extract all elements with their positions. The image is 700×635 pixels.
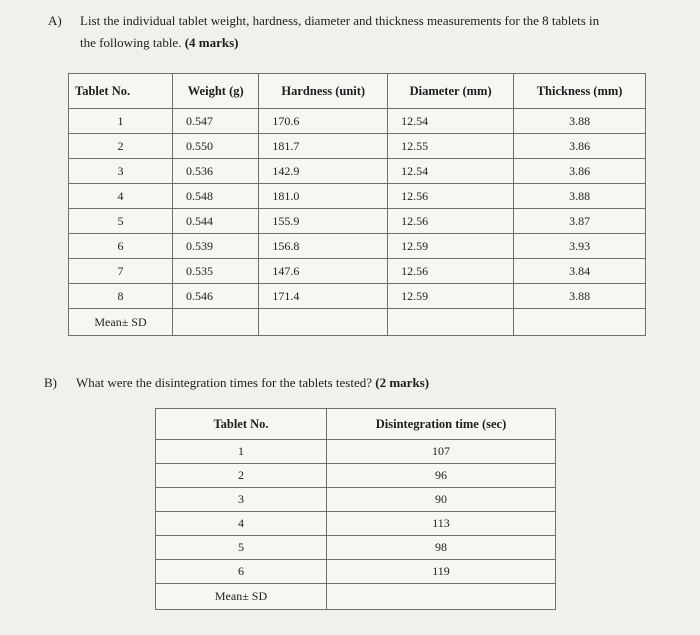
question-a-label: A)	[48, 13, 62, 28]
tablet-no-cell: 6	[156, 560, 327, 584]
disintegration-time-cell: 96	[327, 464, 556, 488]
thickness-cell: 3.88	[514, 184, 646, 209]
tablet-no-cell: 1	[156, 440, 327, 464]
weight-cell: 0.548	[173, 184, 259, 209]
question-b-marks: (2 marks)	[375, 375, 430, 390]
table-header-row	[69, 74, 646, 109]
hardness-cell: 170.6	[259, 109, 388, 134]
weight-cell: 0.539	[173, 234, 259, 259]
diameter-cell: 12.55	[388, 134, 514, 159]
table-row	[156, 464, 556, 488]
disintegration-time-cell: 113	[327, 512, 556, 536]
weight-cell: 0.536	[173, 159, 259, 184]
disintegration-time-cell: 119	[327, 560, 556, 584]
mean-weight-cell[interactable]	[173, 309, 259, 336]
hardness-cell: 142.9	[259, 159, 388, 184]
table-row	[156, 440, 556, 464]
table-row	[69, 284, 646, 309]
header-disintegration-time: Disintegration time (sec)	[327, 409, 556, 440]
header-tablet-no: Tablet No.	[156, 409, 327, 440]
thickness-cell: 3.93	[514, 234, 646, 259]
mean-sd-label: Mean± SD	[69, 309, 173, 336]
disintegration-time-cell: 98	[327, 536, 556, 560]
weight-cell: 0.544	[173, 209, 259, 234]
table-row	[69, 184, 646, 209]
disintegration-table	[155, 408, 556, 610]
disintegration-time-cell: 90	[327, 488, 556, 512]
tablet-no-cell: 5	[156, 536, 327, 560]
disintegration-time-cell: 107	[327, 440, 556, 464]
tablet-no-cell: 3	[69, 159, 173, 184]
question-a-marks: (4 marks)	[184, 35, 239, 50]
thickness-cell: 3.84	[514, 259, 646, 284]
mean-disintegration-cell[interactable]	[327, 584, 556, 610]
table-row	[69, 209, 646, 234]
table-row	[69, 259, 646, 284]
diameter-cell: 12.59	[388, 284, 514, 309]
header-hardness: Hardness (unit)	[259, 74, 388, 109]
table-row	[156, 512, 556, 536]
diameter-cell: 12.54	[388, 159, 514, 184]
tablet-no-cell: 8	[69, 284, 173, 309]
question-a-line1: List the individual tablet weight, hardness, diameter and thickness measurements for the 8 tablets in	[80, 13, 600, 28]
question-b-question: What were the disintegration times for the tablets tested?	[76, 375, 373, 390]
weight-cell: 0.550	[173, 134, 259, 159]
header-thickness: Thickness (mm)	[514, 74, 646, 109]
mean-sd-row	[156, 584, 556, 610]
hardness-cell: 181.7	[259, 134, 388, 159]
thickness-cell: 3.86	[514, 134, 646, 159]
table-row	[69, 109, 646, 134]
hardness-cell: 181.0	[259, 184, 388, 209]
header-weight: Weight (g)	[173, 74, 259, 109]
table-header-row	[156, 409, 556, 440]
thickness-cell: 3.88	[514, 284, 646, 309]
hardness-cell: 156.8	[259, 234, 388, 259]
table-row	[69, 234, 646, 259]
tablet-measurements-table	[68, 73, 646, 336]
question-b-text	[76, 372, 676, 394]
tablet-no-cell: 1	[69, 109, 173, 134]
mean-diameter-cell[interactable]	[388, 309, 514, 336]
mean-sd-row	[69, 309, 646, 336]
tablet-no-cell: 7	[69, 259, 173, 284]
tablet-no-cell: 2	[69, 134, 173, 159]
mean-sd-label: Mean± SD	[156, 584, 327, 610]
tablet-no-cell: 4	[69, 184, 173, 209]
weight-cell: 0.535	[173, 259, 259, 284]
tablet-no-cell: 5	[69, 209, 173, 234]
weight-cell: 0.546	[173, 284, 259, 309]
diameter-cell: 12.59	[388, 234, 514, 259]
table-row	[156, 560, 556, 584]
table-row	[69, 134, 646, 159]
header-diameter: Diameter (mm)	[388, 74, 514, 109]
diameter-cell: 12.56	[388, 259, 514, 284]
tablet-no-cell: 4	[156, 512, 327, 536]
table-row	[156, 536, 556, 560]
question-a-text	[80, 10, 690, 54]
tablet-no-cell: 3	[156, 488, 327, 512]
diameter-cell: 12.56	[388, 184, 514, 209]
weight-cell: 0.547	[173, 109, 259, 134]
tablet-no-cell: 2	[156, 464, 327, 488]
hardness-cell: 171.4	[259, 284, 388, 309]
hardness-cell: 147.6	[259, 259, 388, 284]
table-row	[156, 488, 556, 512]
tablet-no-cell: 6	[69, 234, 173, 259]
mean-thickness-cell[interactable]	[514, 309, 646, 336]
thickness-cell: 3.87	[514, 209, 646, 234]
question-b-label: B)	[44, 375, 57, 390]
thickness-cell: 3.86	[514, 159, 646, 184]
header-tablet-no: Tablet No.	[69, 74, 173, 109]
mean-hardness-cell[interactable]	[259, 309, 388, 336]
diameter-cell: 12.54	[388, 109, 514, 134]
table-row	[69, 159, 646, 184]
hardness-cell: 155.9	[259, 209, 388, 234]
question-a-line2: the following table.	[80, 35, 182, 50]
thickness-cell: 3.88	[514, 109, 646, 134]
diameter-cell: 12.56	[388, 209, 514, 234]
